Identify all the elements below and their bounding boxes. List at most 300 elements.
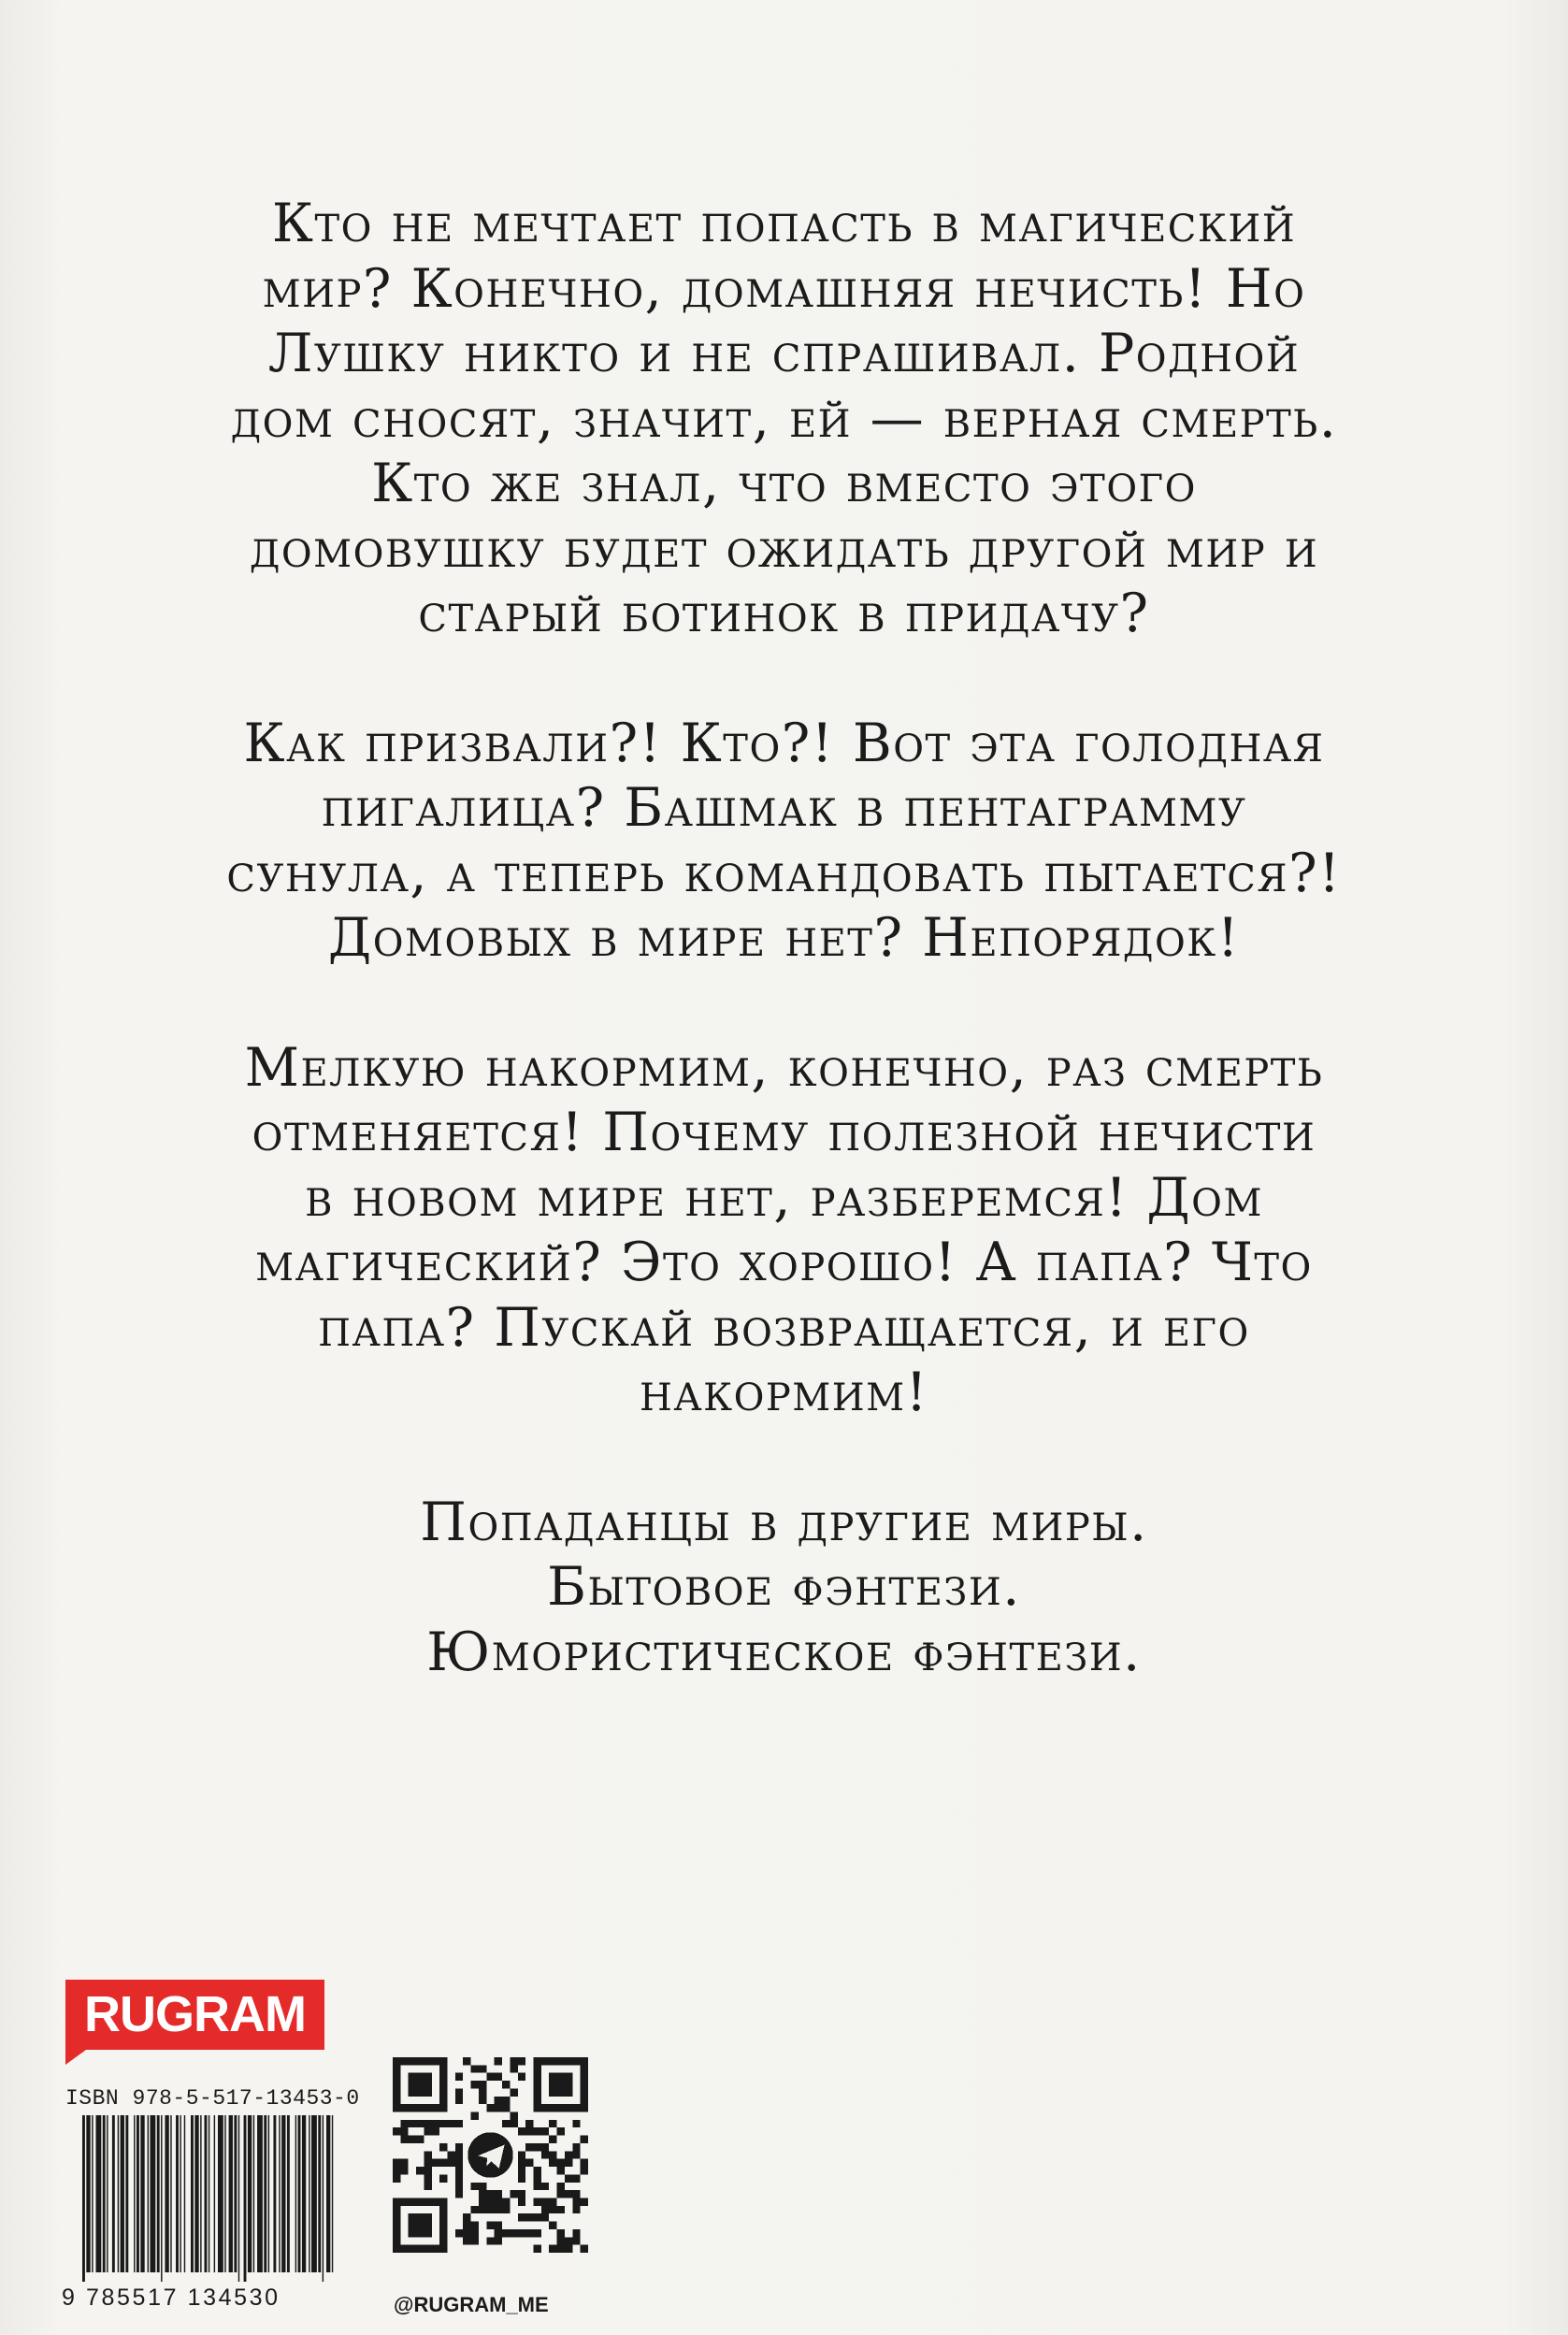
qr-module xyxy=(409,2073,416,2081)
qr-module xyxy=(557,2183,565,2190)
barcode-bar xyxy=(121,2115,124,2272)
qr-module xyxy=(565,2151,572,2158)
qr-module xyxy=(479,2088,486,2096)
qr-module xyxy=(565,2190,572,2198)
qr-module xyxy=(486,2198,494,2205)
qr-module xyxy=(479,2081,486,2088)
qr-module xyxy=(572,2151,580,2158)
qr-module xyxy=(424,2245,431,2253)
qr-module xyxy=(486,2222,494,2229)
qr-module xyxy=(455,2151,463,2158)
qr-module xyxy=(439,2245,447,2253)
qr-module xyxy=(416,2229,424,2237)
qr-module xyxy=(409,2222,416,2229)
qr-module xyxy=(409,2057,416,2065)
qr-module xyxy=(533,2073,540,2081)
blurb-line: пигалица? Башмак в пентаграмму xyxy=(321,777,1247,839)
barcode-bar xyxy=(125,2115,128,2272)
qr-module xyxy=(463,2229,470,2237)
qr-module xyxy=(393,2057,400,2065)
barcode-bar xyxy=(118,2115,119,2272)
qr-module xyxy=(549,2104,556,2112)
qr-module xyxy=(533,2143,540,2151)
qr-module xyxy=(416,2222,424,2229)
qr-module xyxy=(479,2198,486,2205)
blurb-line: Как призвали?! Кто?! Вот эта голодная xyxy=(243,712,1325,774)
qr-module xyxy=(549,2198,556,2205)
qr-module xyxy=(495,2057,502,2065)
publisher-logo-tab xyxy=(65,2050,86,2065)
qr-module xyxy=(502,2097,510,2104)
qr-module xyxy=(439,2198,447,2205)
qr-module xyxy=(439,2097,447,2104)
qr-module xyxy=(518,2213,525,2221)
qr-module xyxy=(463,2222,470,2229)
qr-module xyxy=(572,2057,580,2065)
barcode-bar xyxy=(279,2115,280,2272)
qr-module xyxy=(486,2237,494,2244)
blurb-line: Кто же знал, что вместо этого xyxy=(371,453,1197,514)
blurb-line: домовушку будет ожидать другой мир и xyxy=(249,517,1319,580)
qr-module xyxy=(502,2206,510,2213)
qr-module xyxy=(432,2245,439,2253)
genre-line: Попаданцы в другие миры. xyxy=(420,1491,1148,1553)
qr-module xyxy=(455,2183,463,2190)
qr-module xyxy=(541,2183,549,2190)
blurb-line: папа? Пускай возвращается, и его xyxy=(318,1296,1250,1359)
qr-module xyxy=(393,2213,400,2221)
qr-module xyxy=(518,2057,525,2065)
qr-module xyxy=(486,2190,494,2198)
blurb-line: сунула, а теперь командовать пытается?! xyxy=(226,842,1342,904)
qr-module xyxy=(533,2213,540,2221)
qr-module xyxy=(541,2143,549,2151)
qr-module xyxy=(455,2073,463,2081)
qr-module xyxy=(495,2104,502,2112)
qr-module xyxy=(471,2183,479,2190)
qr-module xyxy=(581,2081,588,2088)
barcode-bar xyxy=(205,2115,208,2272)
qr-module xyxy=(581,2065,588,2072)
qr-module xyxy=(448,2159,455,2167)
qr-module xyxy=(439,2143,447,2151)
qr-module xyxy=(416,2198,424,2205)
qr-module xyxy=(463,2237,470,2244)
qr-module xyxy=(479,2097,486,2104)
blurb-line: Мелкую накормим, конечно, раз смерть xyxy=(244,1036,1324,1099)
qr-module xyxy=(518,2174,525,2182)
barcode-bar xyxy=(332,2115,333,2272)
qr-module xyxy=(572,2237,580,2244)
qr-module xyxy=(393,2229,400,2237)
qr-module xyxy=(439,2213,447,2221)
blurb-line: Лушку никто и не спрашивал. Родной xyxy=(267,323,1301,384)
barcode-bar xyxy=(194,2115,198,2272)
qr-module xyxy=(432,2120,439,2127)
barcode-bar xyxy=(281,2115,285,2272)
qr-module xyxy=(479,2206,486,2213)
qr-module xyxy=(572,2104,580,2112)
qr-module xyxy=(557,2190,565,2198)
qr-module xyxy=(549,2081,556,2088)
qr-module xyxy=(424,2127,431,2135)
qr-module xyxy=(495,2237,502,2244)
qr-module xyxy=(518,2229,525,2237)
qr-module xyxy=(533,2183,540,2190)
barcode-bar xyxy=(244,2115,247,2282)
qr-module xyxy=(393,2159,400,2167)
qr-module xyxy=(510,2088,517,2096)
qr-module xyxy=(572,2143,580,2151)
qr-module xyxy=(581,2136,588,2143)
blurb-line: отменяется! Почему полезной нечисти xyxy=(252,1102,1316,1163)
publisher-logo: RUGRAM xyxy=(65,1980,324,2050)
qr-module xyxy=(439,2120,447,2127)
qr-module xyxy=(471,2222,479,2229)
qr-module xyxy=(400,2057,408,2065)
qr-module xyxy=(400,2104,408,2112)
barcode-digits: 9 785517 134530 xyxy=(62,2285,281,2311)
barcode-bar xyxy=(311,2115,317,2272)
qr-module xyxy=(439,2104,447,2112)
qr-module xyxy=(533,2088,540,2096)
qr-module xyxy=(518,2167,525,2174)
qr-module xyxy=(455,2088,463,2096)
qr-module xyxy=(400,2198,408,2205)
barcode-bar xyxy=(112,2115,115,2272)
barcode-bar xyxy=(257,2115,263,2272)
barcode-bar xyxy=(176,2115,179,2272)
qr-module xyxy=(541,2057,549,2065)
qr-module xyxy=(533,2167,540,2174)
qr-module xyxy=(565,2104,572,2112)
barcode-bar xyxy=(218,2115,223,2272)
qr-module xyxy=(409,2229,416,2237)
qr-module xyxy=(557,2159,565,2167)
isbn-barcode xyxy=(82,2115,334,2282)
qr-module xyxy=(416,2136,424,2143)
qr-module xyxy=(565,2237,572,2244)
qr-module xyxy=(581,2245,588,2253)
qr-module xyxy=(424,2183,431,2190)
qr-module xyxy=(549,2245,556,2253)
qr-module xyxy=(510,2229,517,2237)
qr-module xyxy=(518,2190,525,2198)
qr-module xyxy=(424,2222,431,2229)
qr-module xyxy=(439,2229,447,2237)
qr-module xyxy=(424,2120,431,2127)
blurb-line: в новом мире нет, разберемся! Дом xyxy=(305,1166,1263,1229)
qr-module xyxy=(549,2206,556,2213)
qr-module xyxy=(400,2245,408,2253)
barcode-bar xyxy=(96,2115,102,2272)
qr-module xyxy=(409,2245,416,2253)
qr-module xyxy=(416,2245,424,2253)
qr-module xyxy=(424,2073,431,2081)
qr-module xyxy=(525,2127,533,2135)
qr-module xyxy=(486,2104,494,2112)
qr-module xyxy=(400,2167,408,2174)
qr-module xyxy=(455,2229,463,2237)
qr-module xyxy=(409,2213,416,2221)
qr-module xyxy=(471,2206,479,2213)
blurb-line: дом сносят, значит, ей — верная смерть. xyxy=(230,387,1338,450)
barcode-bar xyxy=(161,2115,162,2282)
qr-module xyxy=(565,2057,572,2065)
qr-module xyxy=(541,2151,549,2158)
qr-module xyxy=(393,2104,400,2112)
qr-module xyxy=(486,2206,494,2213)
qr-module xyxy=(518,2127,525,2135)
qr-module xyxy=(416,2057,424,2065)
barcode-bar xyxy=(107,2115,108,2272)
genre-line: Бытовое фэнтези. xyxy=(547,1556,1021,1618)
qr-module xyxy=(565,2081,572,2088)
qr-module xyxy=(557,2167,565,2174)
qr-module xyxy=(416,2104,424,2112)
qr-module xyxy=(502,2081,510,2088)
qr-module xyxy=(424,2159,431,2167)
barcode-bar xyxy=(302,2115,306,2272)
qr-module xyxy=(439,2222,447,2229)
qr-module xyxy=(439,2174,447,2182)
qr-module xyxy=(448,2120,455,2127)
qr-module xyxy=(393,2081,400,2088)
qr-module xyxy=(572,2206,580,2213)
qr-module xyxy=(495,2198,502,2205)
barcode-bar xyxy=(287,2115,290,2272)
barcode-bar xyxy=(140,2115,144,2272)
barcode-bar xyxy=(318,2115,321,2272)
qr-module xyxy=(409,2136,416,2143)
qr-module xyxy=(432,2104,439,2112)
qr-module xyxy=(533,2229,540,2237)
qr-module xyxy=(557,2229,565,2237)
qr-module xyxy=(581,2159,588,2167)
qr-module xyxy=(455,2174,463,2182)
qr-module xyxy=(409,2120,416,2127)
qr-module xyxy=(424,2151,431,2158)
qr-module xyxy=(393,2237,400,2244)
qr-module xyxy=(525,2143,533,2151)
qr-module xyxy=(424,2198,431,2205)
qr-module xyxy=(400,2136,408,2143)
qr-module xyxy=(557,2057,565,2065)
qr-module xyxy=(439,2088,447,2096)
qr-module xyxy=(439,2237,447,2244)
qr-module xyxy=(572,2190,580,2198)
qr-module xyxy=(525,2213,533,2221)
qr-module xyxy=(525,2120,533,2127)
qr-module xyxy=(393,2198,400,2205)
qr-module xyxy=(424,2057,431,2065)
qr-module xyxy=(393,2222,400,2229)
qr-code xyxy=(393,2057,588,2253)
qr-module xyxy=(495,2073,502,2081)
barcode-bar xyxy=(82,2115,85,2282)
qr-module xyxy=(393,2065,400,2072)
qr-module xyxy=(581,2198,588,2205)
barcode-bar xyxy=(264,2115,266,2272)
qr-module xyxy=(572,2198,580,2205)
qr-module xyxy=(471,2112,479,2120)
blurb-line: магический? Это хорошо! А папа? Что xyxy=(255,1232,1313,1293)
qr-module xyxy=(557,2206,565,2213)
barcode-bar xyxy=(200,2115,201,2272)
qr-module xyxy=(549,2057,556,2065)
qr-module xyxy=(393,2167,400,2174)
qr-module xyxy=(455,2167,463,2174)
qr-module xyxy=(533,2174,540,2182)
qr-module xyxy=(533,2097,540,2104)
qr-module xyxy=(541,2206,549,2213)
qr-module xyxy=(439,2159,447,2167)
qr-module xyxy=(518,2151,525,2158)
qr-module xyxy=(518,2159,525,2167)
qr-module xyxy=(439,2073,447,2081)
qr-module xyxy=(424,2174,431,2182)
qr-module xyxy=(416,2213,424,2221)
barcode-bar xyxy=(157,2115,160,2272)
qr-module xyxy=(549,2151,556,2158)
qr-module xyxy=(525,2229,533,2237)
qr-module xyxy=(424,2167,431,2174)
qr-module xyxy=(533,2127,540,2135)
barcode-bar xyxy=(326,2115,330,2272)
qr-module xyxy=(549,2136,556,2143)
qr-module xyxy=(518,2198,525,2205)
qr-module xyxy=(432,2057,439,2065)
qr-module xyxy=(424,2229,431,2237)
qr-module xyxy=(416,2073,424,2081)
qr-module xyxy=(533,2065,540,2072)
qr-module xyxy=(409,2088,416,2096)
qr-module xyxy=(424,2081,431,2088)
blurb-paragraph-3 xyxy=(187,1036,1381,1426)
qr-module xyxy=(416,2088,424,2096)
barcode-bar xyxy=(234,2115,237,2272)
barcode-bar xyxy=(191,2115,194,2272)
qr-module xyxy=(581,2097,588,2104)
qr-module xyxy=(495,2222,502,2229)
qr-module xyxy=(541,2104,549,2112)
qr-module xyxy=(541,2213,549,2221)
qr-module xyxy=(572,2229,580,2237)
qr-module xyxy=(533,2081,540,2088)
barcode-bar xyxy=(253,2115,254,2272)
qr-module xyxy=(416,2167,424,2174)
qr-module xyxy=(533,2245,540,2253)
qr-module xyxy=(541,2127,549,2135)
qr-module xyxy=(393,2088,400,2096)
qr-module xyxy=(581,2057,588,2065)
barcode-bar xyxy=(229,2115,233,2272)
qr-module xyxy=(572,2120,580,2127)
barcode-bar xyxy=(184,2115,185,2272)
qr-module xyxy=(393,2206,400,2213)
barcode-bar xyxy=(103,2115,106,2272)
qr-module xyxy=(471,2229,479,2237)
genre-line: Юмористическое фэнтези. xyxy=(426,1621,1142,1683)
qr-module xyxy=(393,2127,400,2135)
qr-module xyxy=(510,2057,517,2065)
blurb-paragraph-1 xyxy=(187,192,1381,647)
barcode-bar xyxy=(268,2115,269,2272)
qr-module xyxy=(424,2088,431,2096)
qr-module xyxy=(502,2229,510,2237)
qr-module xyxy=(557,2073,565,2081)
barcode-bar xyxy=(92,2115,93,2272)
qr-module xyxy=(486,2073,494,2081)
barcode-bar xyxy=(170,2115,171,2272)
qr-module xyxy=(432,2159,439,2167)
blurb-line: накормим! xyxy=(639,1362,929,1423)
qr-module xyxy=(432,2198,439,2205)
qr-module xyxy=(572,2174,580,2182)
qr-module xyxy=(565,2174,572,2182)
barcode-bar xyxy=(238,2115,239,2282)
qr-module xyxy=(409,2104,416,2112)
qr-module xyxy=(463,2213,470,2221)
barcode-bar xyxy=(273,2115,276,2272)
qr-module xyxy=(393,2073,400,2081)
barcode-bar xyxy=(165,2115,168,2272)
qr-module xyxy=(518,2073,525,2081)
qr-module xyxy=(557,2237,565,2244)
qr-module xyxy=(502,2104,510,2112)
qr-module xyxy=(549,2222,556,2229)
telegram-icon xyxy=(468,2132,512,2177)
qr-module xyxy=(393,2174,400,2182)
barcode-bar xyxy=(298,2115,301,2272)
qr-module xyxy=(533,2057,540,2065)
blurb-line: старый ботинок в придачу? xyxy=(418,583,1150,644)
qr-module xyxy=(471,2237,479,2244)
qr-module xyxy=(463,2057,470,2065)
genre-list xyxy=(187,1491,1381,1686)
qr-module xyxy=(533,2104,540,2112)
qr-module xyxy=(495,2190,502,2198)
qr-module xyxy=(439,2057,447,2065)
blurb-line: Кто не мечтает попасть в магический xyxy=(271,193,1297,254)
qr-module xyxy=(409,2198,416,2205)
qr-module xyxy=(549,2088,556,2096)
barcode-bar xyxy=(86,2115,90,2272)
qr-module xyxy=(479,2065,486,2072)
qr-module xyxy=(439,2081,447,2088)
qr-module xyxy=(581,2088,588,2096)
back-cover-blurb xyxy=(187,192,1381,1750)
barcode-bar xyxy=(323,2115,324,2282)
blurb-line: мир? Конечно, домашняя нечисть! Но xyxy=(262,257,1306,320)
qr-module xyxy=(479,2190,486,2198)
barcode-bar xyxy=(295,2115,296,2272)
qr-module xyxy=(557,2081,565,2088)
qr-module xyxy=(471,2081,479,2088)
qr-module xyxy=(495,2229,502,2237)
qr-module xyxy=(439,2206,447,2213)
qr-module xyxy=(510,2120,517,2127)
qr-module xyxy=(510,2112,517,2120)
qr-module xyxy=(495,2206,502,2213)
qr-module xyxy=(502,2198,510,2205)
qr-module xyxy=(479,2183,486,2190)
blurb-paragraph-2 xyxy=(187,712,1381,972)
qr-module xyxy=(455,2190,463,2198)
barcode-bar xyxy=(134,2115,135,2272)
qr-module xyxy=(557,2127,565,2135)
qr-module xyxy=(502,2120,510,2127)
